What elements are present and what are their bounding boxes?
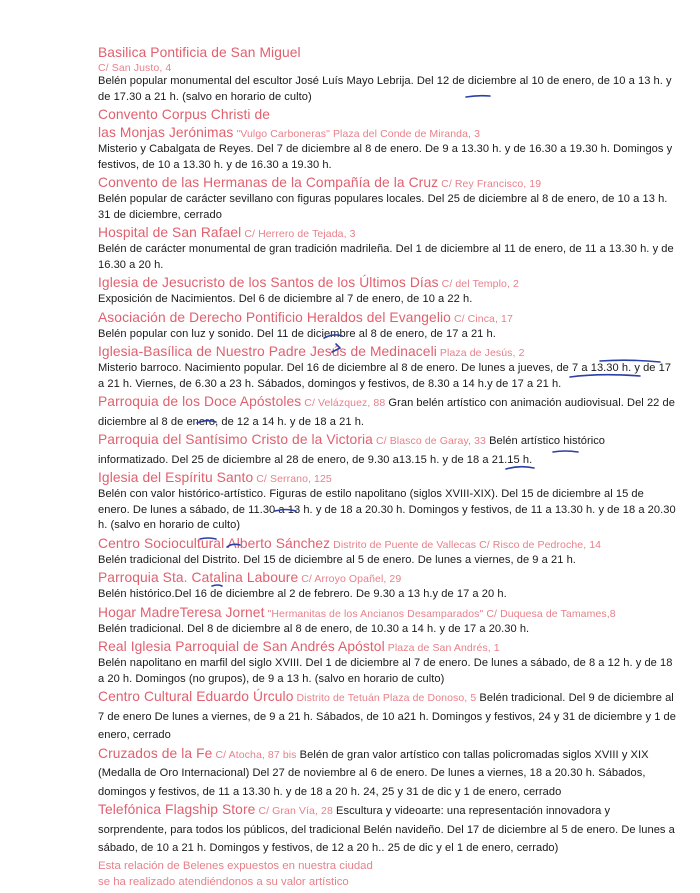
venue-description: Belén histórico.Del 16 de diciembre al 2 de febrero. De 9.30 a 13 h.y de 17 a 20 h.: [98, 588, 507, 600]
footer-note: [98, 858, 678, 890]
venue-description: Belén popular monumental del escultor José Luís Mayo Lebrija. Del 12 de diciembre al 10 de enero, de 10 a 13 h. y de 17.30 a 21 h. (salvo en horario de culto): [98, 75, 672, 103]
listing-entry: [98, 224, 678, 273]
venue-description: Misterio barroco. Nacimiento popular. Del 16 de diciembre al 8 de enero. De lunes a jueves, de 7 a 13.30 h. y de 17 a 21 h. Viernes, de 6.30 a 23 h. Sábados, domingos y festivos, de 8.30 a 14 h.y de 17 a 21 h.: [98, 362, 672, 390]
venue-address: "Hermanitas de los Ancianos Desamparados" C/ Duquesa de Tamames,8: [264, 607, 616, 620]
entry-heading: [98, 801, 678, 857]
venue-title: Parroquia del Santísimo Cristo de la Victoria: [98, 432, 373, 447]
listing-entry: [98, 604, 678, 638]
venue-title: Centro Cultural Eduardo Úrculo: [98, 689, 294, 704]
entry-heading: [98, 174, 678, 192]
venue-description: Misterio y Cabalgata de Reyes. Del 7 de diciembre al 8 de enero. De 9 a 13.30 h. y de 16.30 a 19.30 h. Domingos y festivos, de 10 a 13.30 h. y de 16.30 a 19.30 h.: [98, 143, 673, 171]
listing-entry: [98, 569, 678, 603]
venue-title: Cruzados de la Fe: [98, 745, 213, 761]
entry-heading: [98, 274, 678, 292]
listing-entry: [98, 745, 678, 801]
venue-address: C/ Herrero de Tejada, 3: [241, 228, 356, 240]
venue-address: Distrito de Tetuán Plaza de Donoso, 5: [293, 692, 477, 704]
venue-address: C/ Cinca, 17: [450, 312, 513, 325]
venue-title: Basilica Pontificia de San Miguel: [98, 45, 301, 60]
entry-heading: [98, 224, 678, 242]
listing-entry: [98, 274, 678, 308]
listing-entry: [98, 469, 678, 534]
venue-description: Belén popular con luz y sonido. Del 11 de diciembre al 8 de enero, de 17 a 21 h.: [98, 327, 496, 340]
footer-line: Esta relación de Belenes expuestos en nuestra ciudad: [98, 859, 373, 872]
document-page: [98, 44, 678, 890]
venue-description: Belén tradicional del Distrito. Del 15 de diciembre al 5 de enero. De lunes a viernes, de 9 a 21 h.: [98, 553, 576, 566]
venue-title: Parroquia Sta. Catalina Laboure: [98, 570, 299, 585]
venue-address: Plaza de San Andrés, 1: [384, 642, 500, 654]
entry-heading: [98, 745, 678, 801]
venue-title: Real Iglesia Parroquial de San Andrés Apóstol: [98, 639, 385, 654]
venue-description: Exposición de Nacimientos. Del 6 de diciembre al 7 de enero, de 10 a 22 h.: [98, 293, 473, 305]
entry-heading: [98, 431, 678, 468]
listing-entry: [98, 309, 678, 343]
entry-heading: [98, 343, 678, 361]
entry-heading: [98, 469, 678, 487]
venue-address: C/ Arroyo Opañel, 29: [298, 573, 402, 585]
venue-description: Belén tradicional. Del 9 de diciembre al 7 de enero De lunes a viernes, de 9 a 21 h. Sábados, de 10 a21 h. Domingos y festivos, 24 y 31 de diciembre y 1 de enero, cerrado: [98, 692, 677, 741]
listing-entry: [98, 343, 678, 392]
venue-title: Iglesia-Basílica de Nuestro Padre Jesús de Medinaceli: [98, 344, 437, 359]
entry-heading: [98, 638, 678, 656]
venue-title: Hogar MadreTeresa Jornet: [98, 604, 265, 620]
venue-address: Distrito de Puente de Vallecas C/ Risco de Pedroche, 14: [330, 538, 602, 551]
venue-title: Convento Corpus Christi de las Monjas Jerónimas: [98, 107, 271, 140]
listing-entry: [98, 393, 678, 430]
listing-entry: [98, 174, 678, 223]
venue-description: Belén de carácter monumental de gran tradición madrileña. Del 1 de diciembre al 11 de enero, de 11 a 13.30 h. y de 16.30 a 20 h.: [98, 243, 674, 271]
venue-title: Centro Sociocultural Alberto Sánchez: [98, 535, 331, 551]
listing-entry: [98, 535, 678, 569]
entry-heading: [98, 106, 678, 142]
venue-description: Belén con valor histórico-artístico. Figuras de estilo napolitano (siglos XVIII-XIX). Del 15 de diciembre al 15 de enero. De lunes a sábado, de 11.30 a 13 h. y de 18 a 20.30 h. Domingos y festivos, de 11 a 13.30 h. y de 18 a 20.30 h. (salvo en horario de culto): [98, 488, 676, 531]
venue-address: C/ Rey Francisco, 19: [438, 178, 542, 190]
venue-address: Plaza de Jesús, 2: [436, 347, 525, 359]
entry-heading: [98, 44, 678, 74]
entry-heading: [98, 393, 678, 430]
venue-description: Escultura y videoarte: una representación innovadora y sorprendente, para todos los públicos, del tradicional Belén navideño. Del 17 de diciembre al 5 de enero. De lunes a sábado, de 10 a 21 h. Domingos y festivos, de 12 a 20 h.. 25 de dic y el 1 de enero, cerrado): [98, 805, 675, 854]
venue-address: C/ Serrano, 125: [253, 473, 332, 485]
listing-entry: [98, 638, 678, 687]
venue-description: Belén de gran valor artístico con tallas policromadas siglos XVIII y XIX (Medalla de Oro Internacional) Del 27 de noviembre al 6 de enero. De lunes a viernes, 18 a 20.30 h. Sábados, domingos y festivos, de 11 a 13.30 h. y de 18 a 20 h. 24, 25 y 31 de dic y 1 de enero, cerrado: [98, 748, 649, 798]
venue-title: Telefónica Flagship Store: [98, 802, 256, 817]
venue-description: Belén artístico histórico informatizado. Del 25 de diciembre al 28 de enero, de 9.30 a13.15 h. y de 18 a 21.15 h.: [98, 435, 606, 466]
venue-title: Parroquia de los Doce Apóstoles: [98, 394, 302, 409]
listing-entry: [98, 106, 678, 173]
entry-heading: [98, 604, 678, 622]
venue-address: "Vulgo Carboneras" Plaza del Conde de Miranda, 3: [233, 128, 481, 140]
venue-title: Iglesia de Jesucristo de los Santos de los Últimos Días: [98, 275, 439, 290]
venue-description: Belén popular de carácter sevillano con figuras populares locales. Del 25 de diciembre al 8 de enero, de 10 a 13 h. 31 de diciembre, cerrado: [98, 193, 668, 221]
venue-address: C/ Gran Vía, 28: [255, 805, 333, 817]
venue-description: Belén tradicional. Del 8 de diciembre al 8 de enero, de 10.30 a 14 h. y de 17 a 20.30 h.: [98, 622, 530, 635]
venue-address: C/ Atocha, 87 bis: [212, 748, 297, 761]
venue-address: C/ del Templo, 2: [438, 278, 519, 290]
entry-heading: [98, 309, 678, 327]
venue-title: Hospital de San Rafael: [98, 225, 242, 240]
venue-title: Convento de las Hermanas de la Compañía de la Cruz: [98, 175, 439, 190]
venue-address: C/ San Justo, 4: [98, 62, 172, 74]
venue-description: Belén napolitano en marfil del siglo XVIII. Del 1 de diciembre al 7 de enero. De lunes a sábado, de 8 a 12 h. y de 18 a 20 h. Domingos (no grupos), de 9 a 13 h. (salvo en horario de culto): [98, 657, 673, 685]
venue-address: C/ Blasco de Garay, 33: [372, 435, 486, 447]
footer-line: se ha realizado atendiéndonos a su valor artístico: [98, 875, 349, 888]
venue-description: Gran belén artístico con animación audiovisual. Del 22 de diciembre al 8 de enero, de 12 a 14 h. y de 18 a 21 h.: [98, 397, 675, 428]
venue-title: Asociación de Derecho Pontificio Heraldos del Evangelio: [98, 309, 451, 325]
venue-address: C/ Velázquez, 88: [301, 397, 386, 409]
entry-heading: [98, 688, 678, 744]
listing-entry: [98, 431, 678, 468]
listing-entry: [98, 801, 678, 857]
entry-heading: [98, 569, 678, 587]
listing-entry: [98, 44, 678, 105]
entry-heading: [98, 535, 678, 553]
venue-title: Iglesia del Espíritu Santo: [98, 470, 254, 485]
listing-entry: [98, 688, 678, 744]
